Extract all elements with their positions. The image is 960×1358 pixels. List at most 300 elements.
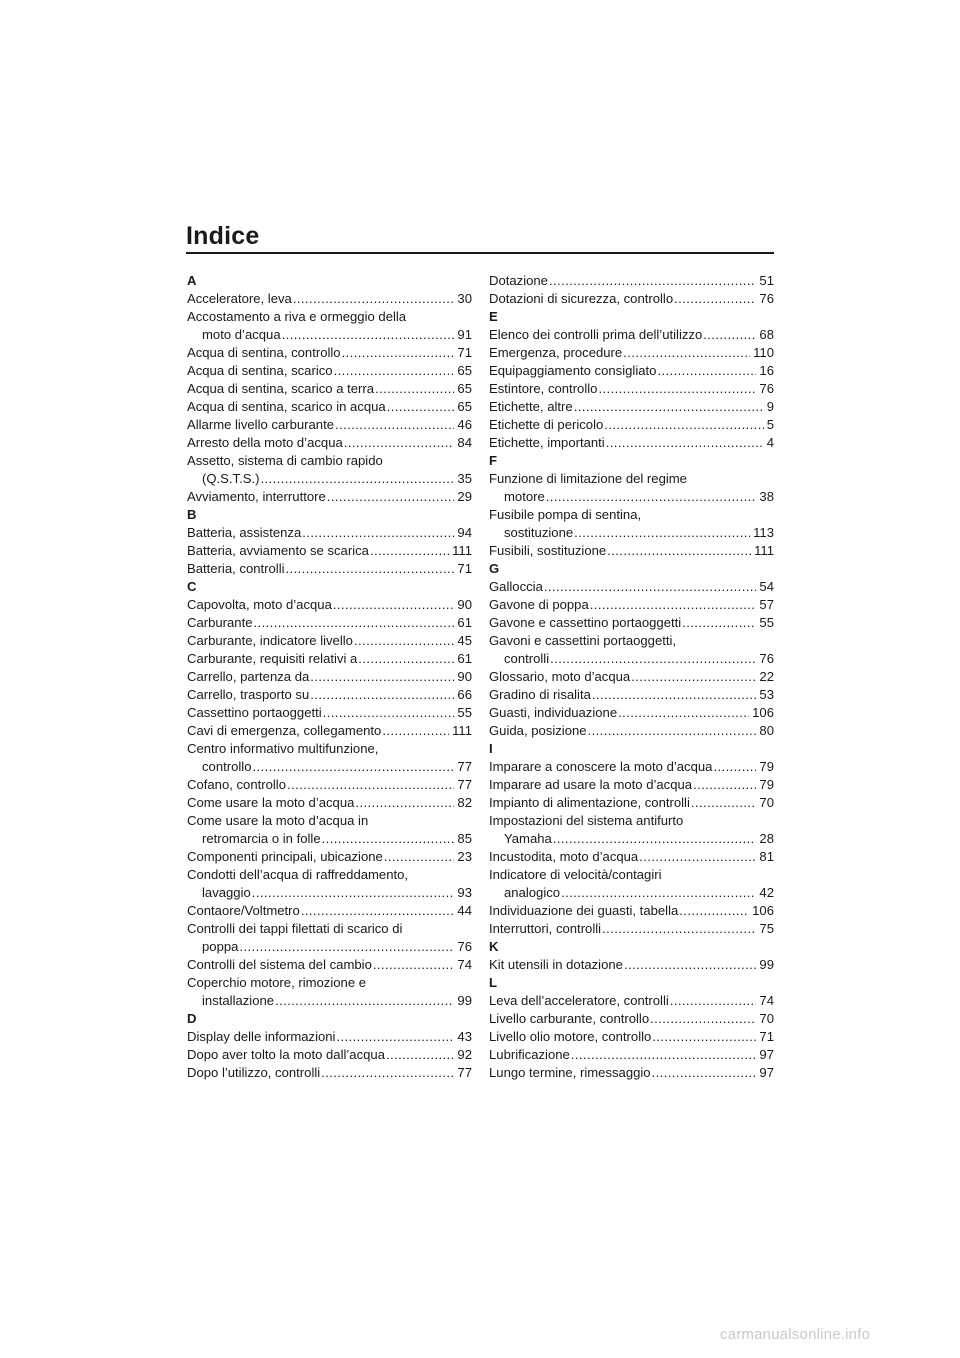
index-entry-label: Display delle informazioni [187,1029,336,1044]
index-entry-label: moto d’acqua [202,327,281,342]
index-entry-first-line: Assetto, sistema di cambio rapido [187,453,383,468]
index-entry [489,992,774,1010]
index-entry-page-number: 75 [759,921,774,936]
index-entry-line [187,596,472,614]
index-entry-first-line: Coperchio motore, rimozione e [187,975,367,990]
index-entry [187,290,472,308]
index-entry [489,794,774,812]
index-entry-page-number: 55 [759,615,774,630]
index-entry-page-number: 76 [759,291,774,306]
index-entry [489,362,774,380]
dot-leader [682,614,756,632]
index-entry-label: Livello olio motore, controllo [489,1029,652,1044]
index-entry [489,1028,774,1046]
index-entry-line [187,650,472,668]
dot-leader [287,776,454,794]
index-entry-page-number: 57 [759,597,774,612]
index-entry-label: Dotazione [489,273,548,288]
index-entry-label: Etichette di pericolo [489,417,604,432]
index-entry-label: Cofano, controllo [187,777,286,792]
index-entry-page-number: 66 [457,687,472,702]
index-entry [187,956,472,974]
dot-leader [639,848,756,866]
index-entry [187,596,472,614]
index-column-right [489,272,774,1082]
index-entry-label: Acqua di sentina, scarico [187,363,333,378]
index-entry [489,380,774,398]
index-entry-line [187,668,472,686]
index-entry-page-number: 68 [759,327,774,342]
index-entry-line [489,992,774,1010]
index-entry-first-line: Controlli dei tappi filettati di scarico di [187,921,403,936]
dot-leader [652,1064,757,1082]
dot-leader [254,614,455,632]
dot-leader [373,956,455,974]
index-entry-line [489,1046,774,1064]
dot-leader [574,524,750,542]
index-entry-label: Kit utensili in dotazione [489,957,623,972]
index-entry-label: Gavone di poppa [489,597,589,612]
index-entry-page-number: 70 [759,795,774,810]
index-section-letter: D [187,1011,197,1026]
index-entry-line [187,848,472,866]
index-entry-label: (Q.S.T.S.) [202,471,260,486]
dot-leader [282,326,455,344]
index-entry [187,902,472,920]
index-section-letter: K [489,939,499,954]
dot-leader [592,686,757,704]
index-entry-label: controlli [504,651,550,666]
index-entry [187,848,472,866]
index-entry-page-number: 111 [452,723,472,738]
index-entry [489,416,774,434]
index-entry-first-line: Centro informativo multifunzione, [187,741,379,756]
dot-leader [624,956,756,974]
dot-leader [358,650,454,668]
index-entry-line [489,380,774,398]
index-entry-label: Acceleratore, leva [187,291,292,306]
dot-leader [355,794,454,812]
dot-leader [546,488,757,506]
dot-leader [239,938,454,956]
index-entry-label: Carrello, partenza da [187,669,310,684]
dot-leader [260,470,454,488]
index-entry [489,704,774,722]
index-entry-page-number: 38 [759,489,774,504]
index-entry [489,506,774,542]
index-entry-label: Carburante, indicatore livello [187,633,353,648]
index-entry-label: Impianto di alimentazione, controlli [489,795,690,810]
dot-leader [286,560,455,578]
index-entry-page-number: 61 [457,615,472,630]
index-entry-page-number: 77 [457,1065,472,1080]
dot-leader [623,344,750,362]
dot-leader [693,776,756,794]
index-entry-line [187,398,472,416]
index-entry [187,308,472,344]
dot-leader [598,380,756,398]
title-rule [186,252,774,254]
index-entry-line [187,434,472,452]
index-entry-line [187,1046,472,1064]
index-entry-label: Fusibili, sostituzione [489,543,607,558]
index-entry-line [187,1028,472,1046]
index-entry-page-number: 97 [759,1047,774,1062]
index-entry-line [187,938,472,956]
index-entry-line [187,560,472,578]
index-entry [187,1064,472,1082]
index-entry-label: Estintore, controllo [489,381,598,396]
index-entry-line [489,650,774,668]
index-entry [187,416,472,434]
dot-leader [607,542,751,560]
index-entry-page-number: 70 [759,1011,774,1026]
index-entry-page-number: 74 [457,957,472,972]
dot-leader [588,722,757,740]
dot-leader [375,380,454,398]
index-entry-label: Equipaggiamento consigliato [489,363,657,378]
dot-leader [382,722,449,740]
index-entry-line [187,956,472,974]
index-entry-page-number: 9 [766,399,774,414]
index-entry-label: Come usare la moto d’acqua [187,795,355,810]
index-entry-first-line: Fusibile pompa di sentina, [489,507,642,522]
index-entry-line [489,848,774,866]
dot-leader [550,650,756,668]
index-entry-line [187,794,472,812]
index-entry-first-line: Come usare la moto d’acqua in [187,813,369,828]
index-entry [489,776,774,794]
index-entry-page-number: 28 [759,831,774,846]
index-entry-label: Carrello, trasporto su [187,687,310,702]
dot-leader [574,398,764,416]
dot-leader [549,272,756,290]
index-entry-label: Cavi di emergenza, collegamento [187,723,382,738]
index-entry-label: analogico [504,885,561,900]
index-entry [187,686,472,704]
index-entry-page-number: 94 [457,525,472,540]
dot-leader [590,596,757,614]
index-entry-first-line: Condotti dell’acqua di raffreddamento, [187,867,409,882]
dot-leader [679,902,749,920]
index-entry-line [489,956,774,974]
index-section-letter: I [489,741,493,756]
index-entry [187,488,472,506]
index-entry-line [489,614,774,632]
index-entry-page-number: 74 [759,993,774,1008]
index-entry [187,1028,472,1046]
index-section-letter: C [187,579,197,594]
dot-leader [387,398,455,416]
index-entry [187,974,472,1010]
index-entry [187,740,472,776]
index-entry-line [489,1028,774,1046]
index-entry [489,290,774,308]
index-entry-label: Yamaha [504,831,552,846]
index-entry [489,848,774,866]
index-entry-line [187,542,472,560]
dot-leader [561,884,756,902]
index-entry-label: sostituzione [504,525,574,540]
dot-leader [354,632,454,650]
index-entry-line [187,704,472,722]
dot-leader [604,416,763,434]
index-entry-page-number: 77 [457,759,472,774]
dot-leader [553,830,757,848]
dot-leader [293,290,455,308]
index-entry [187,542,472,560]
index-entry-label: Batteria, assistenza [187,525,302,540]
index-entry [187,794,472,812]
index-entry [187,632,472,650]
index-entry-label: Lubrificazione [489,1047,570,1062]
index-entry [489,344,774,362]
index-entry [489,686,774,704]
index-entry-label: Carburante [187,615,253,630]
index-entry-page-number: 79 [759,759,774,774]
index-entry-page-number: 65 [457,363,472,378]
index-entry-label: Dopo aver tolto la moto dall’acqua [187,1047,385,1062]
index-entry [187,722,472,740]
dot-leader [370,542,449,560]
dot-leader [618,704,749,722]
index-entry-page-number: 43 [457,1029,472,1044]
index-entry-line [489,488,774,506]
index-entry [489,632,774,668]
index-entry-page-number: 79 [759,777,774,792]
dot-leader [571,1046,757,1064]
index-entry-first-line: Funzione di limitazione del regime [489,471,687,486]
index-entry [489,326,774,344]
index-entry [489,398,774,416]
index-entry-line [489,902,774,920]
index-entry-page-number: 54 [759,579,774,594]
index-entry-label: installazione [202,993,275,1008]
dot-leader [275,992,454,1010]
index-section-letter: E [489,309,498,324]
index-entry-page-number: 35 [457,471,472,486]
index-entry-line [187,326,472,344]
index-entry-label: Emergenza, procedure [489,345,623,360]
index-entry-line [489,704,774,722]
dot-leader [544,578,757,596]
index-entry-label: Individuazione dei guasti, tabella [489,903,679,918]
index-entry-page-number: 90 [457,597,472,612]
index-entry-line [489,1064,774,1082]
dot-leader [386,1046,454,1064]
index-entry-page-number: 99 [759,957,774,972]
index-entry-label: Leva dell’acceleratore, controlli [489,993,669,1008]
dot-leader [631,668,756,686]
index-entry-page-number: 113 [753,525,774,540]
dot-leader [310,668,454,686]
index-entry-page-number: 92 [457,1047,472,1062]
index-entry-line [489,722,774,740]
dot-leader [691,794,757,812]
index-entry-line [187,884,472,902]
index-entry-line [187,380,472,398]
index-entry-page-number: 44 [457,903,472,918]
dot-leader [602,920,756,938]
dot-leader [253,758,455,776]
index-entry-page-number: 42 [759,885,774,900]
index-entry-label: Capovolta, moto d’acqua [187,597,332,612]
index-entry-line [489,884,774,902]
index-entry [187,398,472,416]
index-entry-page-number: 97 [759,1065,774,1080]
index-entry-line [489,758,774,776]
index-entry-label: Dotazioni di sicurezza, controllo [489,291,674,306]
page-title: Indice [186,222,260,250]
index-entry-page-number: 30 [457,291,472,306]
index-entry-line [187,992,472,1010]
index-entry-line [489,434,774,452]
index-entry-page-number: 91 [457,327,472,342]
dot-leader [606,434,764,452]
dot-leader [670,992,757,1010]
index-entry [187,344,472,362]
index-entry-page-number: 76 [759,651,774,666]
index-entry-page-number: 71 [759,1029,774,1044]
index-entry [489,1010,774,1028]
index-entry [489,614,774,632]
index-column-left [187,272,472,1082]
index-section-letter: G [489,561,500,576]
index-entry-line [489,272,774,290]
index-entry-line [187,776,472,794]
index-entry-line [489,290,774,308]
index-entry-line [187,686,472,704]
index-entry [489,470,774,506]
index-entry-page-number: 93 [457,885,472,900]
index-entry-line [187,722,472,740]
index-entry-label: controllo [202,759,252,774]
index-entry-line [489,830,774,848]
footer-watermark-url: carmanualsonline.info [720,1326,871,1343]
dot-leader [302,524,454,542]
index-entry-label: Acqua di sentina, controllo [187,345,341,360]
index-entry-label: Batteria, avviamento se scarica [187,543,369,558]
dot-leader [327,488,455,506]
index-entry-label: Glossario, moto d’acqua [489,669,631,684]
index-entry [187,362,472,380]
index-entry-label: lavaggio [202,885,251,900]
index-section-letter: A [187,273,197,288]
index-entry-page-number: 45 [457,633,472,648]
index-entry [489,1046,774,1064]
index-entry-page-number: 53 [759,687,774,702]
index-entry-label: Carburante, requisiti relativi a [187,651,358,666]
index-entry-page-number: 16 [759,363,774,378]
index-entry-page-number: 23 [457,849,472,864]
dot-leader [650,1010,756,1028]
index-entry-page-number: 51 [759,273,774,288]
index-entry-page-number: 110 [753,345,774,360]
index-entry-line [489,794,774,812]
index-entry-label: Gradino di risalita [489,687,591,702]
index-entry-page-number: 81 [759,849,774,864]
index-entry-label: retromarcia o in folle [202,831,321,846]
index-entry-line [187,524,472,542]
dot-leader [323,704,455,722]
index-entry [187,650,472,668]
index-entry-line [489,596,774,614]
index-entry [187,380,472,398]
index-entry-page-number: 80 [759,723,774,738]
index-entry-page-number: 111 [452,543,472,558]
index-entry-first-line: Accostamento a riva e ormeggio della [187,309,407,324]
index-entry-line [489,668,774,686]
dot-leader [342,344,455,362]
dot-leader [322,830,455,848]
dot-leader [333,596,455,614]
index-entry-line [489,542,774,560]
index-entry-label: Etichette, importanti [489,435,605,450]
index-entry-line [187,758,472,776]
index-entry-label: Guida, posizione [489,723,587,738]
index-entry-label: Etichette, altre [489,399,573,414]
index-entry [489,272,774,290]
index-entry [489,434,774,452]
index-entry-page-number: 61 [457,651,472,666]
index-entry-label: Cassettino portaoggetti [187,705,322,720]
dot-leader [657,362,756,380]
index-entry-label: Avviamento, interruttore [187,489,326,504]
index-entry-line [187,290,472,308]
index-section-letter: B [187,507,197,522]
index-entry [489,1064,774,1082]
dot-leader [703,326,756,344]
dot-leader [334,362,455,380]
index-entry-label: Componenti principali, ubicazione [187,849,383,864]
index-entry [489,668,774,686]
index-entry-label: Acqua di sentina, scarico a terra [187,381,375,396]
index-entry-label: poppa [202,939,239,954]
index-entry-page-number: 46 [457,417,472,432]
index-entry-line [187,830,472,848]
index-section-letter: L [489,975,497,990]
index-entry-page-number: 85 [457,831,472,846]
index-entry-page-number: 111 [754,543,774,558]
dot-leader [713,758,756,776]
index-entry-page-number: 29 [457,489,472,504]
index-entry-line [187,614,472,632]
index-entry-page-number: 106 [752,903,774,918]
index-entry-page-number: 4 [766,435,774,450]
index-entry [187,812,472,848]
index-entry [187,452,472,488]
index-entry [489,542,774,560]
index-entry-page-number: 99 [457,993,472,1008]
index-entry-first-line: Indicatore di velocità/contagiri [489,867,662,882]
index-entry-line [489,326,774,344]
dot-leader [321,1064,454,1082]
index-entry [187,776,472,794]
index-entry [187,434,472,452]
index-entry-page-number: 84 [457,435,472,450]
index-entry-line [489,578,774,596]
index-entry-line [187,902,472,920]
index-entry-page-number: 71 [457,561,472,576]
index-entry [489,596,774,614]
index-entry-line [489,416,774,434]
index-entry-line [489,524,774,542]
index-entry-page-number: 106 [752,705,774,720]
dot-leader [335,416,454,434]
index-entry [489,578,774,596]
index-entry-label: Allarme livello carburante [187,417,335,432]
index-entry-label: Gavone e cassettino portaoggetti [489,615,682,630]
